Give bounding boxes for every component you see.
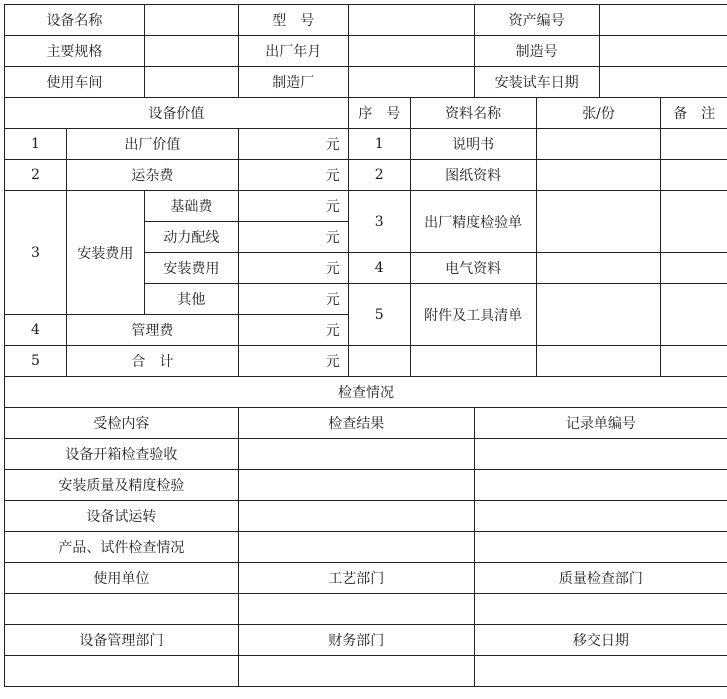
- doc-item-name: 附件及工具清单: [410, 284, 536, 346]
- doc-item-name-empty[interactable]: [410, 346, 536, 377]
- label-process-dept: 工艺部门: [238, 563, 474, 594]
- doc-item-note[interactable]: [661, 160, 727, 191]
- field-handover-date[interactable]: [474, 656, 727, 687]
- label-manufacturer: 制造厂: [238, 67, 348, 98]
- doc-item-note[interactable]: [661, 253, 727, 284]
- inspection-result-field[interactable]: [238, 532, 474, 563]
- inspection-result-field[interactable]: [238, 501, 474, 532]
- docs-col-name: 资料名称: [410, 98, 536, 129]
- inspection-record-field[interactable]: [474, 439, 727, 470]
- doc-item-no: 5: [348, 284, 410, 346]
- label-device-name: 设备名称: [5, 5, 145, 36]
- value-section-title: 设备价值: [5, 98, 349, 129]
- value-row-unit[interactable]: 元: [238, 346, 348, 377]
- value-sub-unit[interactable]: 元: [238, 253, 348, 284]
- field-equip-dept[interactable]: [5, 656, 239, 687]
- field-serial-no[interactable]: [599, 36, 727, 67]
- value-row-no: 3: [5, 191, 67, 315]
- label-asset-no: 资产编号: [474, 5, 599, 36]
- value-row-no: 4: [5, 315, 67, 346]
- field-quality-dept[interactable]: [474, 594, 727, 625]
- label-handover-date: 移交日期: [474, 625, 727, 656]
- label-equip-dept: 设备管理部门: [5, 625, 239, 656]
- field-process-dept[interactable]: [238, 594, 474, 625]
- label-install-date: 安装试车日期: [474, 67, 599, 98]
- doc-item-no-empty[interactable]: [348, 346, 410, 377]
- doc-item-count[interactable]: [536, 284, 661, 346]
- inspection-result-field[interactable]: [238, 470, 474, 501]
- doc-item-no: 2: [348, 160, 410, 191]
- field-workshop[interactable]: [144, 67, 238, 98]
- value-row-unit[interactable]: 元: [238, 315, 348, 346]
- field-user-unit[interactable]: [5, 594, 239, 625]
- docs-col-no: 序 号: [348, 98, 410, 129]
- inspection-col-result: 检查结果: [238, 408, 474, 439]
- label-serial-no: 制造号: [474, 36, 599, 67]
- field-factory-date[interactable]: [348, 36, 474, 67]
- label-user-unit: 使用单位: [5, 563, 239, 594]
- value-row-no: 2: [5, 160, 67, 191]
- value-sub-label: 安装费用: [144, 253, 238, 284]
- inspection-item: 产品、试件检查情况: [5, 532, 239, 563]
- doc-item-name: 出厂精度检验单: [410, 191, 536, 253]
- doc-item-count[interactable]: [536, 253, 661, 284]
- value-row-unit[interactable]: 元: [238, 160, 348, 191]
- doc-item-note-empty[interactable]: [661, 346, 727, 377]
- value-row-label: 管理费: [66, 315, 238, 346]
- doc-item-no: 4: [348, 253, 410, 284]
- field-install-date[interactable]: [599, 67, 727, 98]
- value-row-label: 安装费用: [66, 191, 144, 315]
- inspection-record-field[interactable]: [474, 532, 727, 563]
- value-row-unit[interactable]: 元: [238, 129, 348, 160]
- doc-item-name: 说明书: [410, 129, 536, 160]
- value-row-label: 合 计: [66, 346, 238, 377]
- doc-item-count[interactable]: [536, 160, 661, 191]
- field-model[interactable]: [348, 5, 474, 36]
- inspection-record-field[interactable]: [474, 470, 727, 501]
- docs-col-count: 张/份: [536, 98, 661, 129]
- label-main-spec: 主要规格: [5, 36, 145, 67]
- label-model: 型 号: [238, 5, 348, 36]
- inspection-item: 安装质量及精度检验: [5, 470, 239, 501]
- doc-item-note[interactable]: [661, 129, 727, 160]
- field-device-name[interactable]: [144, 5, 238, 36]
- value-row-label: 出厂价值: [66, 129, 238, 160]
- value-row-no: 1: [5, 129, 67, 160]
- doc-item-note[interactable]: [661, 284, 727, 346]
- doc-item-count[interactable]: [536, 129, 661, 160]
- value-sub-unit[interactable]: 元: [238, 191, 348, 222]
- doc-item-name: 图纸资料: [410, 160, 536, 191]
- label-quality-dept: 质量检查部门: [474, 563, 727, 594]
- value-sub-unit[interactable]: 元: [238, 222, 348, 253]
- inspection-item: 设备开箱检查验收: [5, 439, 239, 470]
- value-sub-label: 其他: [144, 284, 238, 315]
- field-manufacturer[interactable]: [348, 67, 474, 98]
- doc-item-count[interactable]: [536, 191, 661, 253]
- value-sub-unit[interactable]: 元: [238, 284, 348, 315]
- label-finance-dept: 财务部门: [238, 625, 474, 656]
- doc-item-note[interactable]: [661, 191, 727, 253]
- docs-col-note: 备 注: [661, 98, 727, 129]
- doc-item-no: 1: [348, 129, 410, 160]
- label-workshop: 使用车间: [5, 67, 145, 98]
- doc-item-count-empty[interactable]: [536, 346, 661, 377]
- field-main-spec[interactable]: [144, 36, 238, 67]
- inspection-record-field[interactable]: [474, 501, 727, 532]
- equipment-handover-form: [4, 4, 727, 687]
- value-sub-label: 动力配线: [144, 222, 238, 253]
- inspection-title: 检查情况: [5, 377, 727, 408]
- inspection-col-content: 受检内容: [5, 408, 239, 439]
- label-factory-date: 出厂年月: [238, 36, 348, 67]
- inspection-result-field[interactable]: [238, 439, 474, 470]
- value-sub-label: 基础费: [144, 191, 238, 222]
- inspection-item: 设备试运转: [5, 501, 239, 532]
- doc-item-no: 3: [348, 191, 410, 253]
- value-row-label: 运杂费: [66, 160, 238, 191]
- doc-item-name: 电气资料: [410, 253, 536, 284]
- field-finance-dept[interactable]: [238, 656, 474, 687]
- value-row-no: 5: [5, 346, 67, 377]
- inspection-col-record: 记录单编号: [474, 408, 727, 439]
- field-asset-no[interactable]: [599, 5, 727, 36]
